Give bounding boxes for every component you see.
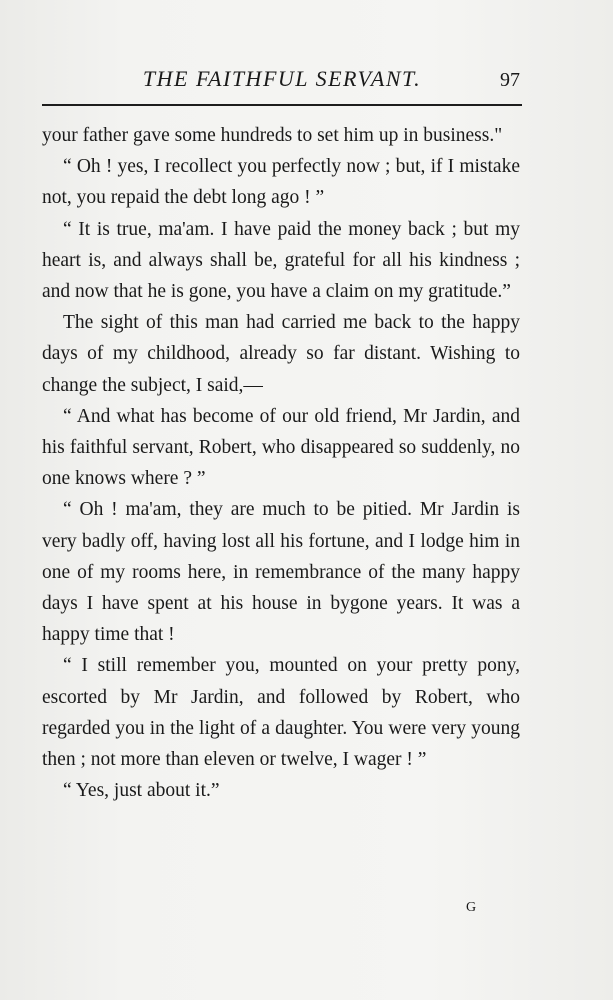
paragraph: “ Oh ! yes, I recollect you perfectly now ; but, if I mistake not, you repaid the debt long ago ! ” — [42, 156, 520, 209]
paragraph-continued: your father gave some hundreds to set him up in business." — [42, 125, 503, 146]
paragraph: “ Yes, just about it.” — [63, 780, 220, 802]
page-number: 97 — [500, 69, 520, 91]
page-title: THE FAITHFUL SERVANT. — [142, 66, 422, 91]
paragraph: “ And what has become of our old friend, Mr Jardin, and his faithful servant, Robert, who disappeared so suddenly, no one knows where ? ” — [42, 405, 520, 490]
body-text — [42, 120, 520, 806]
paragraph: “ It is true, ma'am. I have paid the money back ; but my heart is, and always shall be, grateful for all his kindness ; and now that he is gone, you have a claim on my gratitude.” — [42, 218, 520, 303]
paragraph: “ I still remember you, mounted on your pretty pony, escorted by Mr Jardin, and followed by Robert, who regarded you in the light of a daughter. You were very young then ; not more than eleven or twelve, I wager ! ” — [42, 655, 520, 771]
paragraph: The sight of this man had carried me back to the happy days of my childhood, already so far distant. Wishing to change the subject, I said,— — [42, 312, 520, 396]
running-head — [42, 64, 522, 94]
header-rule — [42, 104, 522, 106]
signature-mark: G — [466, 900, 477, 915]
paragraph: “ Oh ! ma'am, they are much to be pitied. Mr Jardin is very badly off, having lost all his fortune, and I lodge him in one of my rooms here, in remembrance of the many happy days I have spent at his house in bygone years. It was a happy time that ! — [42, 499, 520, 646]
